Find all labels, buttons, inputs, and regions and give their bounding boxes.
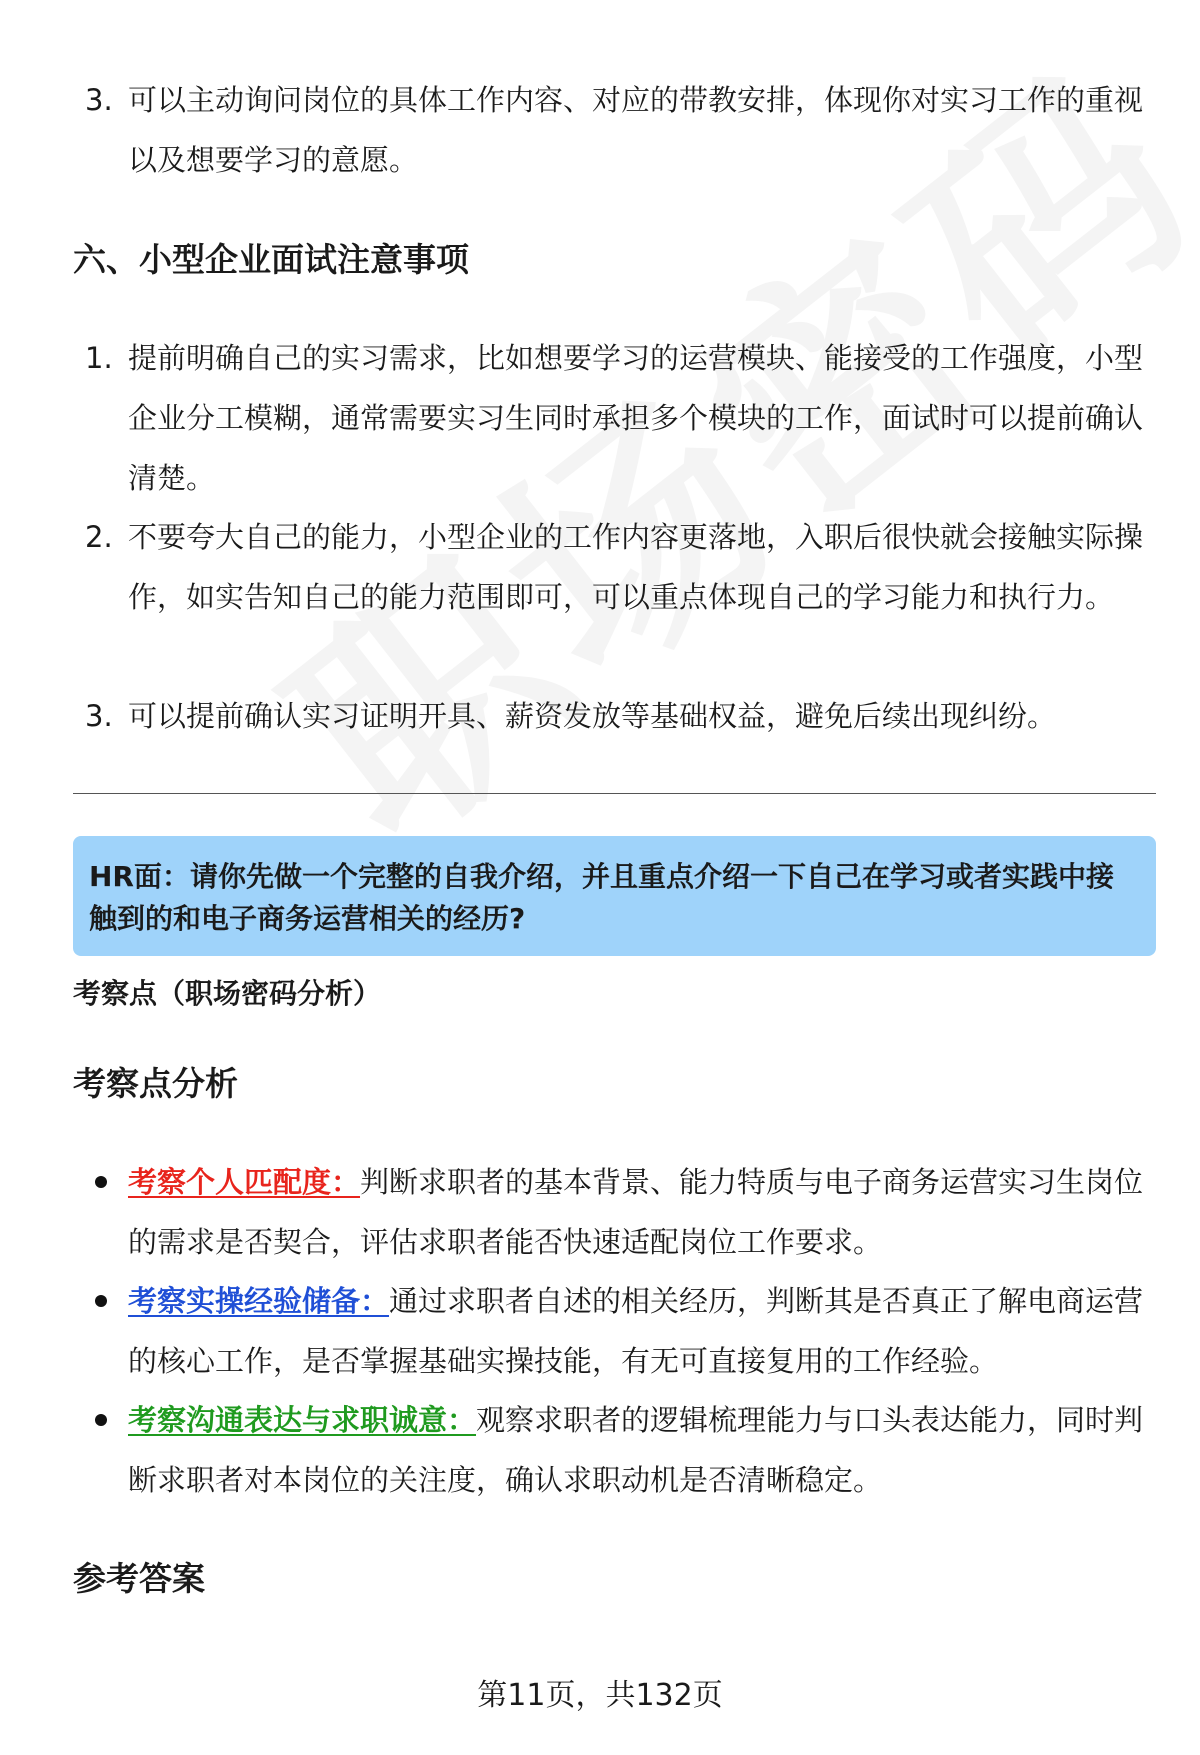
analysis-heading: 考察点分析: [73, 1064, 238, 1103]
bullet-text: 观察求职者的逻辑梳理能力与口头表达能力，同时判断求职者对本岗位的关注度，确认求职动机是否清晰稳定。: [128, 1403, 1144, 1497]
bullet-item: [95, 1271, 1145, 1391]
list-number: 3.: [85, 699, 113, 733]
bullet-item: [95, 1390, 1145, 1510]
list-text: 提前明确自己的实习需求，比如想要学习的运营模块、能接受的工作强度，小型企业分工模糊，通常需要实习生同时承担多个模块的工作，面试时可以提前确认清楚。: [128, 341, 1144, 495]
analysis-subtitle: 考察点（职场密码分析）: [73, 977, 382, 1010]
list-text: 可以主动询问岗位的具体工作内容、对应的带教安排，体现你对实习工作的重视以及想要学习的意愿。: [128, 83, 1144, 177]
bullet-text: 判断求职者的基本背景、能力特质与电子商务运营实习生岗位的需求是否契合，评估求职者能否快速适配岗位工作要求。: [128, 1165, 1144, 1259]
section-heading: 六、小型企业面试注意事项: [73, 240, 469, 279]
bullet-icon: [95, 1176, 107, 1188]
bullet-label: 考察沟通表达与求职诚意：: [128, 1403, 477, 1437]
page-footer: 第11页，共132页: [477, 1678, 723, 1713]
bullet-text: 通过求职者自述的相关经历，判断其是否真正了解电商运营的核心工作，是否掌握基础实操技能，有无可直接复用的工作经验。: [128, 1284, 1144, 1378]
list-item: [85, 686, 1145, 746]
list-item: [85, 328, 1145, 508]
hr-question-text: HR面：请你先做一个完整的自我介绍，并且重点介绍一下自己在学习或者实践中接触到的和电子商务运营相关的经历?: [89, 860, 1114, 935]
reference-answer-heading: 参考答案: [73, 1559, 205, 1598]
bullet-label: 考察实操经验储备：: [128, 1284, 390, 1318]
list-item: [85, 507, 1145, 627]
list-item: [85, 70, 1145, 190]
bullet-item: [95, 1152, 1145, 1272]
bullet-icon: [95, 1414, 107, 1426]
list-text: 不要夸大自己的能力，小型企业的工作内容更落地，入职后很快就会接触实际操作，如实告知自己的能力范围即可，可以重点体现自己的学习能力和执行力。: [128, 520, 1144, 614]
list-number: 3.: [85, 83, 113, 117]
bullet-icon: [95, 1295, 107, 1307]
list-text: 可以提前确认实习证明开具、薪资发放等基础权益，避免后续出现纠纷。: [128, 699, 1057, 733]
list-number: 1.: [85, 341, 113, 375]
bullet-label: 考察个人匹配度：: [128, 1165, 361, 1199]
list-number: 2.: [85, 520, 113, 554]
divider: [73, 793, 1156, 794]
hr-question-box: [73, 836, 1156, 956]
